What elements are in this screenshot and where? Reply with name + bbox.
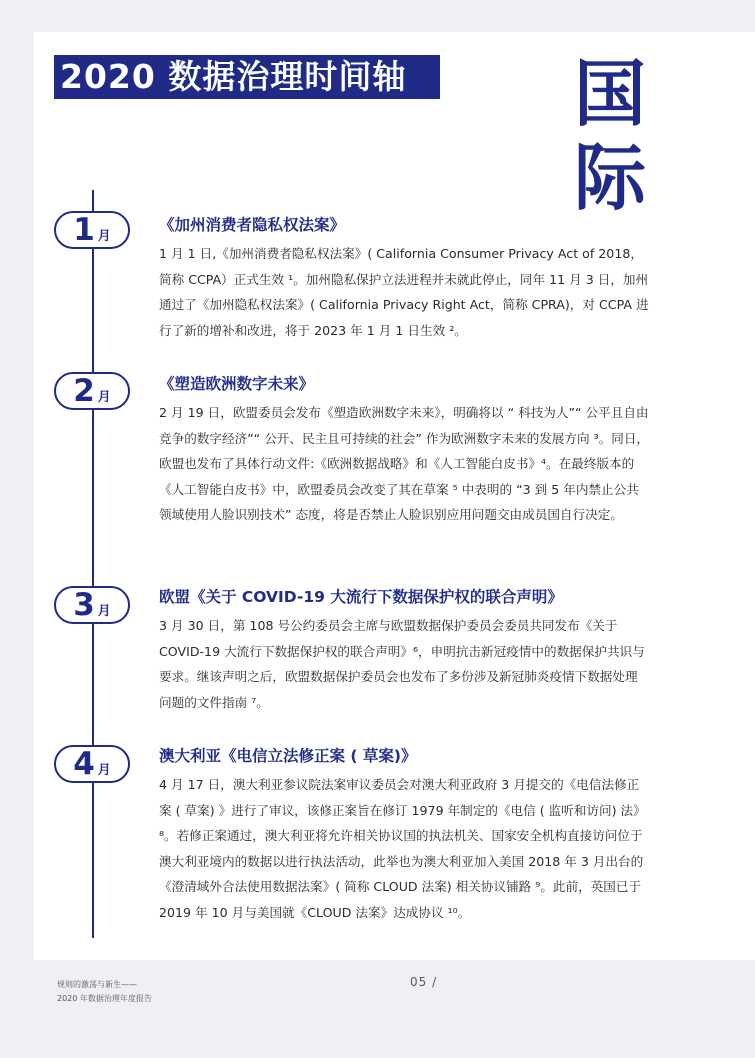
category-label [568,52,652,220]
timeline-section-4 [159,744,649,925]
category-char-1: 国 [573,52,646,136]
month-unit: 月 [97,229,111,244]
month-number: 2 [73,373,95,409]
month-number: 4 [73,746,95,782]
page-title: 2020 数据治理时间轴 [54,55,440,99]
section-body: 3 月 30 日，第 108 号公约委员会主席与欧盟数据保护委员会委员共同发布《关于 COVID-19 大流行下数据保护权的联合声明》⁶，申明抗击新冠疫情中的数据保护共识与要求。继该声明之后，欧盟数据保护委员会也发布了多份涉及新冠肺炎疫情下数据处理问题的文件指南 ⁷。 [159,618,645,710]
page-number: 05 / [410,975,438,989]
month-badge-1 [54,211,130,249]
month-unit: 月 [97,763,111,778]
footer-line-1: 规则的激荡与新生—— [57,980,137,989]
section-heading: 《塑造欧洲数字未来》 [159,375,315,393]
section-heading: 欧盟《关于 COVID-19 大流行下数据保护权的联合声明》 [159,588,563,606]
report-footer [57,978,152,1006]
month-number: 3 [73,587,95,623]
month-number: 1 [73,212,95,248]
section-heading: 《加州消费者隐私权法案》 [159,216,346,234]
month-unit: 月 [97,390,111,405]
month-badge-3 [54,586,130,624]
month-unit: 月 [97,604,111,619]
month-badge-4 [54,745,130,783]
category-char-2: 际 [573,136,646,220]
footer-line-2: 2020 年数据治理年度报告 [57,994,152,1003]
timeline-section-2 [159,372,649,528]
section-body: 1 月 1 日,《加州消费者隐私权法案》( California Consumer Privacy Act of 2018，简称 CCPA）正式生效 ¹。加州隐私保护立法进程并未就此停止，同年 11 月 3 日，加州通过了《加州隐私权法案》( California Privacy Right Act，简称 CPRA)，对 CCPA 进行了新的增补和改进，将于 2023 年 1 月 1 日生效 ²。 [159,246,649,338]
section-body: 4 月 17 日，澳大利亚参议院法案审议委员会对澳大利亚政府 3 月提交的《电信法修正案 ( 草案) 》进行了审议，该修正案旨在修订 1979 年制定的《电信 ( 监听和访问) 法》⁸。若修正案通过，澳大利亚将允许相关协议国的执法机关、国家安全机构直接访问位于澳大利亚境内的数据以进行执法活动，此举也为澳大利亚加入美国 2018 年 3 月出台的《澄清域外合法使用数据法案》( 简称 CLOUD 法案) 相关协议铺路 ⁹。此前，英国已于 2019 年 10 月与美国就《CLOUD 法案》达成协议 ¹⁰。 [159,777,646,920]
month-badge-2 [54,372,130,410]
timeline-section-1 [159,213,649,343]
timeline-section-3 [159,585,649,715]
section-body: 2 月 19 日，欧盟委员会发布《塑造欧洲数字未来》，明确将以 “ 科技为人”“ 公平且自由竞争的数字经济”“ 公开、民主且可持续的社会” 作为欧洲数字未来的发展方向 ³。同日，欧盟也发布了具体行动文件:《欧洲数据战略》和《人工智能白皮书》⁴。在最终版本的《人工智能白皮书》中，欧盟委员会改变了其在草案 ⁵ 中表明的 “3 到 5 年内禁止公共领域使用人脸识别技术” 态度，将是否禁止人脸识别应用问题交由成员国自行决定。 [159,405,650,522]
section-heading: 澳大利亚《电信立法修正案 ( 草案)》 [159,747,417,765]
timeline-line [92,190,94,938]
